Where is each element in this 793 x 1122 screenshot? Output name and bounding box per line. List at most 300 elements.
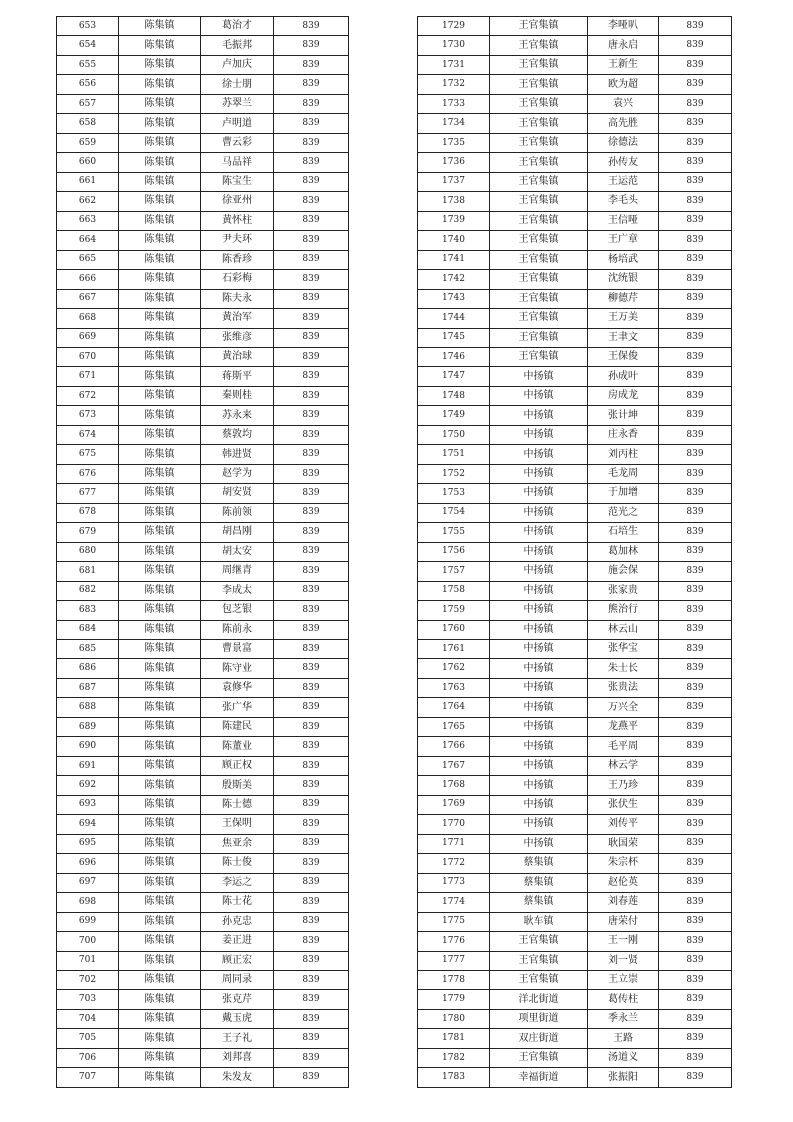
amount-cell: 839 (659, 970, 732, 989)
serial-number-cell: 668 (57, 309, 119, 328)
township-cell: 陈集镇 (119, 990, 201, 1009)
table-row (57, 737, 349, 756)
township-cell: 陈集镇 (119, 192, 201, 211)
amount-cell: 839 (274, 367, 349, 386)
township-cell: 陈集镇 (119, 270, 201, 289)
serial-number-cell: 1768 (418, 776, 490, 795)
amount-cell: 839 (274, 756, 349, 775)
amount-cell: 839 (659, 523, 732, 542)
township-cell: 陈集镇 (119, 445, 201, 464)
amount-cell: 839 (274, 114, 349, 133)
amount-cell: 839 (659, 367, 732, 386)
person-name-cell: 苏永来 (201, 406, 274, 425)
person-name-cell: 张广华 (201, 698, 274, 717)
table-row (57, 970, 349, 989)
township-cell: 中扬镇 (490, 737, 588, 756)
township-cell: 陈集镇 (119, 309, 201, 328)
table-row (57, 990, 349, 1009)
township-cell: 陈集镇 (119, 581, 201, 600)
serial-number-cell: 1780 (418, 1009, 490, 1028)
serial-number-cell: 1736 (418, 153, 490, 172)
person-name-cell: 王万美 (588, 309, 659, 328)
table-row (57, 717, 349, 736)
person-name-cell: 黄治军 (201, 309, 274, 328)
township-cell: 中扬镇 (490, 386, 588, 405)
amount-cell: 839 (659, 795, 732, 814)
person-name-cell: 黄治球 (201, 347, 274, 366)
serial-number-cell: 661 (57, 172, 119, 191)
township-cell: 陈集镇 (119, 1029, 201, 1048)
township-cell: 王官集镇 (490, 94, 588, 113)
table-row (418, 328, 732, 347)
person-name-cell: 季永兰 (588, 1009, 659, 1028)
township-cell: 中扬镇 (490, 367, 588, 386)
serial-number-cell: 674 (57, 425, 119, 444)
amount-cell: 839 (659, 640, 732, 659)
serial-number-cell: 672 (57, 386, 119, 405)
person-name-cell: 熊治行 (588, 601, 659, 620)
amount-cell: 839 (274, 815, 349, 834)
serial-number-cell: 1772 (418, 854, 490, 873)
person-name-cell: 蔡敦均 (201, 425, 274, 444)
amount-cell: 839 (274, 347, 349, 366)
person-name-cell: 徐亚州 (201, 192, 274, 211)
amount-cell: 839 (659, 620, 732, 639)
serial-number-cell: 699 (57, 912, 119, 931)
person-name-cell: 毛平周 (588, 737, 659, 756)
township-cell: 中扬镇 (490, 406, 588, 425)
serial-number-cell: 1764 (418, 698, 490, 717)
amount-cell: 839 (659, 406, 732, 425)
table-row (57, 211, 349, 230)
person-name-cell: 姜正进 (201, 932, 274, 951)
amount-cell: 839 (659, 912, 732, 931)
amount-cell: 839 (659, 172, 732, 191)
person-name-cell: 张克芹 (201, 990, 274, 1009)
person-name-cell: 范光之 (588, 503, 659, 522)
township-cell: 蔡集镇 (490, 873, 588, 892)
township-cell: 陈集镇 (119, 932, 201, 951)
amount-cell: 839 (659, 192, 732, 211)
amount-cell: 839 (274, 192, 349, 211)
amount-cell: 839 (274, 425, 349, 444)
township-cell: 项里街道 (490, 1009, 588, 1028)
table-row (418, 17, 732, 36)
amount-cell: 839 (659, 270, 732, 289)
amount-cell: 839 (274, 133, 349, 152)
person-name-cell: 施会保 (588, 562, 659, 581)
township-cell: 陈集镇 (119, 1009, 201, 1028)
township-cell: 陈集镇 (119, 893, 201, 912)
table-row (57, 36, 349, 55)
amount-cell: 839 (659, 542, 732, 561)
township-cell: 中扬镇 (490, 445, 588, 464)
person-name-cell: 秦则桂 (201, 386, 274, 405)
amount-cell: 839 (659, 347, 732, 366)
person-name-cell: 殷斯美 (201, 776, 274, 795)
serial-number-cell: 670 (57, 347, 119, 366)
township-cell: 陈集镇 (119, 1048, 201, 1067)
person-name-cell: 王乃珍 (588, 776, 659, 795)
township-cell: 王官集镇 (490, 250, 588, 269)
person-name-cell: 朱宗杯 (588, 854, 659, 873)
amount-cell: 839 (659, 854, 732, 873)
serial-number-cell: 686 (57, 659, 119, 678)
serial-number-cell: 684 (57, 620, 119, 639)
person-name-cell: 陈宝生 (201, 172, 274, 191)
amount-cell: 839 (659, 756, 732, 775)
serial-number-cell: 1731 (418, 55, 490, 74)
serial-number-cell: 1732 (418, 75, 490, 94)
person-name-cell: 葛传柱 (588, 990, 659, 1009)
amount-cell: 839 (659, 873, 732, 892)
serial-number-cell: 694 (57, 815, 119, 834)
township-cell: 蔡集镇 (490, 893, 588, 912)
township-cell: 陈集镇 (119, 815, 201, 834)
township-cell: 王官集镇 (490, 1048, 588, 1067)
person-name-cell: 马品祥 (201, 153, 274, 172)
township-cell: 中扬镇 (490, 678, 588, 697)
serial-number-cell: 658 (57, 114, 119, 133)
township-cell: 陈集镇 (119, 17, 201, 36)
table-row (418, 834, 732, 853)
table-row (418, 737, 732, 756)
amount-cell: 839 (274, 94, 349, 113)
township-cell: 陈集镇 (119, 620, 201, 639)
serial-number-cell: 1730 (418, 36, 490, 55)
serial-number-cell: 673 (57, 406, 119, 425)
table-row (418, 386, 732, 405)
serial-number-cell: 688 (57, 698, 119, 717)
amount-cell: 839 (274, 678, 349, 697)
table-row (418, 211, 732, 230)
township-cell: 中扬镇 (490, 834, 588, 853)
serial-number-cell: 681 (57, 562, 119, 581)
person-name-cell: 陈前领 (201, 503, 274, 522)
serial-number-cell: 1738 (418, 192, 490, 211)
person-name-cell: 陈前永 (201, 620, 274, 639)
table-row (57, 367, 349, 386)
serial-number-cell: 697 (57, 873, 119, 892)
table-row (418, 1048, 732, 1067)
township-cell: 陈集镇 (119, 406, 201, 425)
roster-table-left-body (57, 17, 349, 1088)
person-name-cell: 徐士朋 (201, 75, 274, 94)
amount-cell: 839 (274, 289, 349, 308)
serial-number-cell: 1781 (418, 1029, 490, 1048)
table-row (418, 717, 732, 736)
person-name-cell: 王立崇 (588, 970, 659, 989)
person-name-cell: 毛龙周 (588, 464, 659, 483)
serial-number-cell: 1744 (418, 309, 490, 328)
person-name-cell: 葛治才 (201, 17, 274, 36)
table-row (418, 990, 732, 1009)
table-row (57, 484, 349, 503)
amount-cell: 839 (274, 309, 349, 328)
serial-number-cell: 1783 (418, 1068, 490, 1087)
table-row (418, 406, 732, 425)
serial-number-cell: 659 (57, 133, 119, 152)
person-name-cell: 王运范 (588, 172, 659, 191)
person-name-cell: 杨培武 (588, 250, 659, 269)
table-row (418, 562, 732, 581)
township-cell: 陈集镇 (119, 211, 201, 230)
township-cell: 陈集镇 (119, 717, 201, 736)
serial-number-cell: 1741 (418, 250, 490, 269)
serial-number-cell: 685 (57, 640, 119, 659)
serial-number-cell: 1755 (418, 523, 490, 542)
township-cell: 中扬镇 (490, 503, 588, 522)
serial-number-cell: 1776 (418, 932, 490, 951)
table-row (57, 912, 349, 931)
table-row (57, 1068, 349, 1087)
township-cell: 中扬镇 (490, 601, 588, 620)
amount-cell: 839 (274, 873, 349, 892)
person-name-cell: 陈董业 (201, 737, 274, 756)
township-cell: 王官集镇 (490, 133, 588, 152)
table-row (418, 620, 732, 639)
amount-cell: 839 (659, 893, 732, 912)
serial-number-cell: 1739 (418, 211, 490, 230)
serial-number-cell: 1753 (418, 484, 490, 503)
amount-cell: 839 (659, 951, 732, 970)
amount-cell: 839 (274, 503, 349, 522)
person-name-cell: 王路 (588, 1029, 659, 1048)
serial-number-cell: 687 (57, 678, 119, 697)
table-row (57, 172, 349, 191)
table-row (57, 698, 349, 717)
person-name-cell: 戴玉虎 (201, 1009, 274, 1028)
township-cell: 陈集镇 (119, 386, 201, 405)
person-name-cell: 苏翠兰 (201, 94, 274, 113)
serial-number-cell: 1754 (418, 503, 490, 522)
person-name-cell: 石彩梅 (201, 270, 274, 289)
person-name-cell: 李成太 (201, 581, 274, 600)
table-row (418, 523, 732, 542)
table-row (57, 133, 349, 152)
person-name-cell: 袁修华 (201, 678, 274, 697)
roster-table-right-body (418, 17, 732, 1088)
serial-number-cell: 683 (57, 601, 119, 620)
table-row (418, 503, 732, 522)
amount-cell: 839 (659, 834, 732, 853)
township-cell: 陈集镇 (119, 698, 201, 717)
person-name-cell: 胡太安 (201, 542, 274, 561)
serial-number-cell: 1765 (418, 717, 490, 736)
township-cell: 王官集镇 (490, 309, 588, 328)
person-name-cell: 王新生 (588, 55, 659, 74)
serial-number-cell: 1777 (418, 951, 490, 970)
township-cell: 中扬镇 (490, 620, 588, 639)
serial-number-cell: 692 (57, 776, 119, 795)
amount-cell: 839 (274, 1009, 349, 1028)
table-row (418, 172, 732, 191)
person-name-cell: 陈建民 (201, 717, 274, 736)
serial-number-cell: 1735 (418, 133, 490, 152)
township-cell: 陈集镇 (119, 678, 201, 697)
serial-number-cell: 1773 (418, 873, 490, 892)
serial-number-cell: 691 (57, 756, 119, 775)
amount-cell: 839 (274, 172, 349, 191)
serial-number-cell: 682 (57, 581, 119, 600)
serial-number-cell: 1774 (418, 893, 490, 912)
table-row (57, 834, 349, 853)
amount-cell: 839 (274, 601, 349, 620)
table-row (418, 640, 732, 659)
table-row (57, 328, 349, 347)
township-cell: 陈集镇 (119, 795, 201, 814)
table-row (418, 581, 732, 600)
serial-number-cell: 1749 (418, 406, 490, 425)
serial-number-cell: 675 (57, 445, 119, 464)
serial-number-cell: 677 (57, 484, 119, 503)
amount-cell: 839 (274, 250, 349, 269)
township-cell: 陈集镇 (119, 94, 201, 113)
township-cell: 中扬镇 (490, 425, 588, 444)
table-row (418, 153, 732, 172)
serial-number-cell: 1751 (418, 445, 490, 464)
table-row (57, 893, 349, 912)
serial-number-cell: 1758 (418, 581, 490, 600)
serial-number-cell: 1767 (418, 756, 490, 775)
township-cell: 中扬镇 (490, 484, 588, 503)
table-row (418, 75, 732, 94)
amount-cell: 839 (659, 328, 732, 347)
amount-cell: 839 (274, 581, 349, 600)
serial-number-cell: 693 (57, 795, 119, 814)
amount-cell: 839 (659, 932, 732, 951)
table-row (57, 873, 349, 892)
amount-cell: 839 (274, 484, 349, 503)
serial-number-cell: 696 (57, 854, 119, 873)
amount-cell: 839 (659, 503, 732, 522)
table-row (418, 367, 732, 386)
township-cell: 陈集镇 (119, 75, 201, 94)
amount-cell: 839 (659, 737, 732, 756)
township-cell: 陈集镇 (119, 347, 201, 366)
amount-cell: 839 (274, 659, 349, 678)
amount-cell: 839 (274, 75, 349, 94)
township-cell: 洋北街道 (490, 990, 588, 1009)
serial-number-cell: 1747 (418, 367, 490, 386)
table-row (418, 659, 732, 678)
person-name-cell: 唐永启 (588, 36, 659, 55)
person-name-cell: 孙克忠 (201, 912, 274, 931)
table-row (418, 698, 732, 717)
person-name-cell: 胡安贤 (201, 484, 274, 503)
amount-cell: 839 (274, 776, 349, 795)
person-name-cell: 卢加庆 (201, 55, 274, 74)
table-row (418, 231, 732, 250)
township-cell: 王官集镇 (490, 36, 588, 55)
person-name-cell: 林云学 (588, 756, 659, 775)
amount-cell: 839 (274, 36, 349, 55)
township-cell: 王官集镇 (490, 211, 588, 230)
serial-number-cell: 663 (57, 211, 119, 230)
table-row (57, 153, 349, 172)
person-name-cell: 刘一贤 (588, 951, 659, 970)
person-name-cell: 陈士德 (201, 795, 274, 814)
township-cell: 陈集镇 (119, 425, 201, 444)
table-row (57, 75, 349, 94)
table-row (57, 192, 349, 211)
serial-number-cell: 1746 (418, 347, 490, 366)
township-cell: 陈集镇 (119, 289, 201, 308)
serial-number-cell: 1750 (418, 425, 490, 444)
township-cell: 王官集镇 (490, 192, 588, 211)
table-row (418, 192, 732, 211)
table-row (418, 873, 732, 892)
township-cell: 陈集镇 (119, 464, 201, 483)
table-row (418, 815, 732, 834)
township-cell: 陈集镇 (119, 970, 201, 989)
table-row (57, 386, 349, 405)
amount-cell: 839 (659, 425, 732, 444)
table-row (57, 640, 349, 659)
amount-cell: 839 (274, 153, 349, 172)
township-cell: 王官集镇 (490, 17, 588, 36)
person-name-cell: 万兴全 (588, 698, 659, 717)
serial-number-cell: 700 (57, 932, 119, 951)
person-name-cell: 王信哑 (588, 211, 659, 230)
township-cell: 陈集镇 (119, 640, 201, 659)
township-cell: 王官集镇 (490, 970, 588, 989)
table-row (418, 1068, 732, 1087)
person-name-cell: 柳德芹 (588, 289, 659, 308)
table-row (418, 893, 732, 912)
township-cell: 中扬镇 (490, 640, 588, 659)
amount-cell: 839 (659, 309, 732, 328)
township-cell: 陈集镇 (119, 172, 201, 191)
table-row (57, 854, 349, 873)
township-cell: 陈集镇 (119, 503, 201, 522)
serial-number-cell: 1770 (418, 815, 490, 834)
roster-table-right (417, 16, 732, 1088)
amount-cell: 839 (659, 484, 732, 503)
serial-number-cell: 654 (57, 36, 119, 55)
serial-number-cell: 1782 (418, 1048, 490, 1067)
township-cell: 陈集镇 (119, 562, 201, 581)
serial-number-cell: 1752 (418, 464, 490, 483)
amount-cell: 839 (659, 386, 732, 405)
amount-cell: 839 (659, 1029, 732, 1048)
person-name-cell: 王子礼 (201, 1029, 274, 1048)
table-row (418, 114, 732, 133)
table-row (57, 795, 349, 814)
amount-cell: 839 (659, 289, 732, 308)
township-cell: 陈集镇 (119, 231, 201, 250)
amount-cell: 839 (274, 211, 349, 230)
amount-cell: 839 (659, 55, 732, 74)
township-cell: 陈集镇 (119, 756, 201, 775)
table-row (57, 756, 349, 775)
serial-number-cell: 660 (57, 153, 119, 172)
table-row (418, 250, 732, 269)
serial-number-cell: 706 (57, 1048, 119, 1067)
person-name-cell: 王保明 (201, 815, 274, 834)
person-name-cell: 卢明道 (201, 114, 274, 133)
person-name-cell: 张华宝 (588, 640, 659, 659)
person-name-cell: 林云山 (588, 620, 659, 639)
table-row (418, 464, 732, 483)
township-cell: 中扬镇 (490, 464, 588, 483)
amount-cell: 839 (659, 464, 732, 483)
person-name-cell: 赵伦英 (588, 873, 659, 892)
township-cell: 陈集镇 (119, 55, 201, 74)
table-row (418, 795, 732, 814)
serial-number-cell: 671 (57, 367, 119, 386)
table-row (418, 55, 732, 74)
